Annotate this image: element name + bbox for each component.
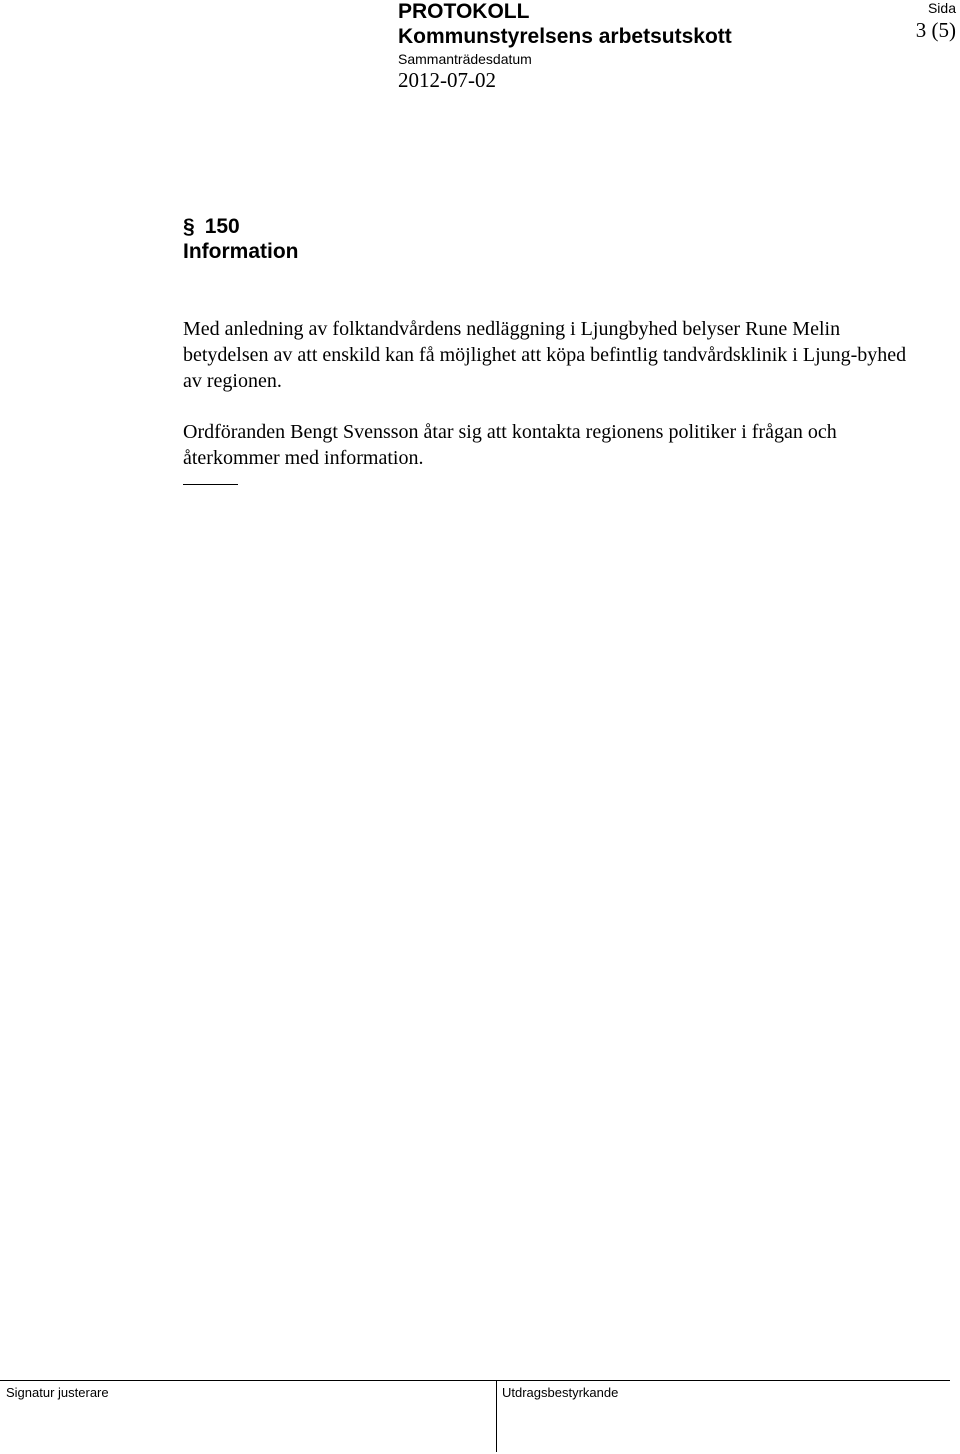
section-end-rule: [183, 484, 238, 485]
document-type: PROTOKOLL: [398, 0, 530, 23]
body-paragraph: Med anledning av folktandvårdens nedläggning i Ljungbyhed belyser Rune Melin betydelsen av att enskild kan få möjlighet att köpa befintlig tandvårdsklinik i Ljung-byhed av regionen.: [183, 318, 907, 392]
footer-divider: [496, 1380, 497, 1452]
page-number: 3 (5): [915, 18, 956, 42]
organization-name: Kommunstyrelsens arbetsutskott: [398, 25, 732, 48]
page-label: Sida: [927, 0, 956, 16]
meeting-date-label: Sammanträdesdatum: [398, 51, 532, 67]
footer-rule: [0, 1380, 950, 1381]
section-number: 150: [204, 215, 240, 238]
certification-label: Utdragsbestyrkande: [502, 1385, 619, 1400]
paragraph-sign: §: [183, 215, 195, 238]
meeting-date: 2012-07-02: [398, 68, 496, 92]
section-number-line: [183, 214, 299, 239]
body-text: [183, 316, 923, 496]
body-paragraph: Ordföranden Bengt Svensson åtar sig att kontakta regionens politiker i frågan och återkommer med information.: [183, 421, 837, 469]
signature-label: Signatur justerare: [6, 1385, 109, 1400]
section-heading: [183, 214, 299, 264]
section-title: Information: [183, 240, 299, 263]
